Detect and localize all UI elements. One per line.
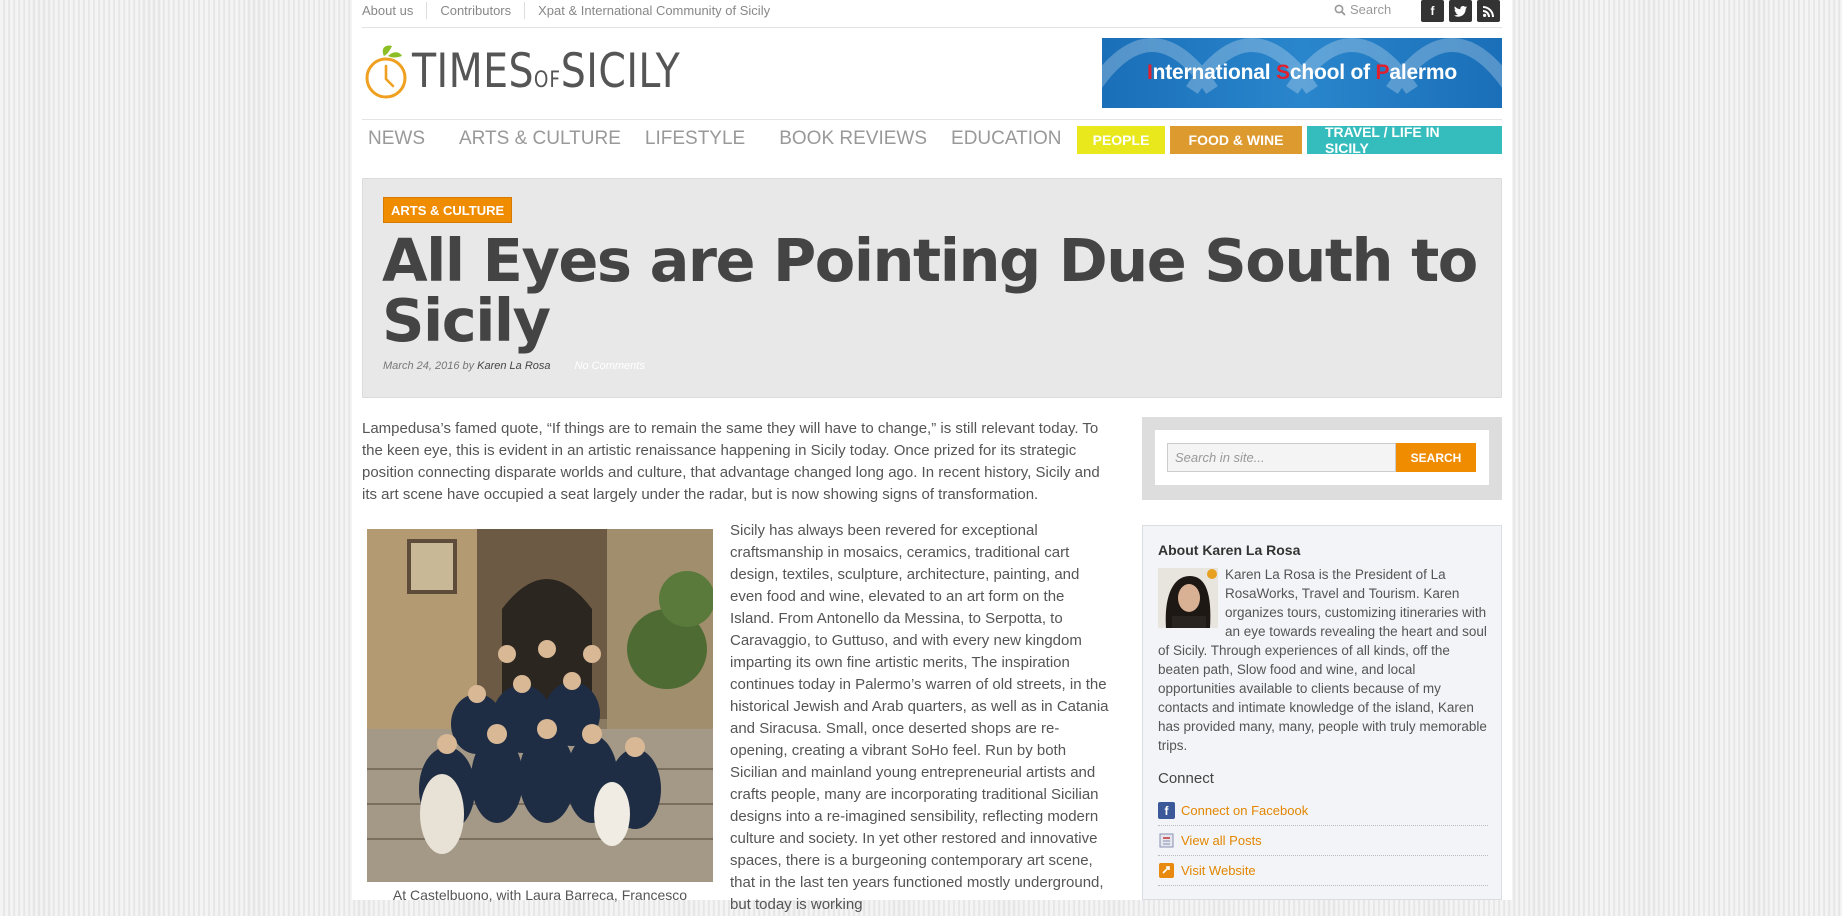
nav-people-button[interactable]: PEOPLE (1077, 126, 1165, 154)
logo-of: OF (533, 67, 561, 93)
view-all-posts-link[interactable] (1158, 826, 1488, 856)
twitter-icon[interactable] (1449, 0, 1472, 22)
page-container (352, 0, 1512, 913)
article-content (362, 418, 1112, 913)
article-header (362, 178, 1502, 398)
article-body: Sicily has always been revered for exceptional craftsmanship in mosaics, ceramics, traditional cart design, textiles, sculpture, architecture, painting, and even food and wine, elevated to an art form on the Island. From Antonello da Messina, to Serpotta, to Caravaggio, to Guttuso, and with every new kingdom imparting its own fine artistic merits, The inspiration continues today in Palermo’s warren of old streets, in the historical Jewish and Arab quarters, as well as in Catania and Siracusa. Small, once deserted shops are re-opening, creating a vibrant SoHo feel. Run by both Sicilian and mainland young entrepreneurial artists and crafts people, many are incorporating traditional Sicilian designs into a re-imagined sensibility, reflecting modern culture and society. In yet other restored and innovative spaces, there is a burgeoning contemporary art scene, that in the last ten years functioned mostly underground, but today is working (730, 522, 1109, 913)
nav-arts-culture[interactable]: ARTS & CULTURE (459, 128, 621, 149)
nav-lifestyle[interactable]: LIFESTYLE (644, 128, 746, 149)
rss-icon[interactable] (1477, 0, 1500, 22)
top-link-contributors[interactable]: Contributors (440, 2, 525, 19)
top-search[interactable] (1334, 2, 1391, 17)
ad-banner-international-school[interactable] (1102, 38, 1502, 108)
connect-title: Connect (1158, 770, 1214, 787)
site-search-input[interactable]: Search in site... (1167, 443, 1396, 472)
search-icon (1334, 4, 1346, 16)
sidebar-search (1142, 417, 1502, 500)
figure-caption: At Castelbuono, with Laura Barreca, Francesco (392, 887, 688, 903)
top-links (362, 2, 796, 19)
article-author[interactable]: Karen La Rosa (477, 360, 551, 372)
social-links (1421, 0, 1500, 22)
visit-website-label: Visit Website (1181, 863, 1256, 878)
logo-sicily: SICILY (560, 43, 681, 99)
view-all-posts-label: View all Posts (1181, 833, 1262, 848)
article-figure (367, 529, 713, 906)
top-link-about[interactable]: About us (362, 2, 427, 19)
connect-links (1158, 796, 1488, 886)
facebook-icon: f (1158, 802, 1175, 819)
logo-times: TIMES (412, 43, 534, 99)
nav-news[interactable]: NEWS (368, 128, 425, 149)
author-bio-text: Karen La Rosa is the President of La RosaWorks, Travel and Tourism. Karen organizes tours, customizing itineraries with an eye towards revealing the heart and soul of Sicily. Through experiences of all kinds, off the beaten path, Slow food and wine, and local opportunities available to clients because of my contacts and intimate knowledge of the island, Karen has provided many, many, people with truly memorable trips. (1158, 567, 1487, 753)
article-title: All Eyes are Pointing Due South to Sicily (382, 226, 1477, 355)
logo-text (412, 44, 680, 99)
banner-text: International School of Palermo (1146, 61, 1458, 84)
nav-buttons (1077, 126, 1502, 154)
author-box-title: About Karen La Rosa (1158, 542, 1301, 558)
posts-icon (1158, 832, 1175, 849)
facebook-icon[interactable]: f (1421, 0, 1444, 22)
sidebar-search-inner (1155, 430, 1489, 485)
nav-book-reviews[interactable]: BOOK REVIEWS (779, 128, 928, 149)
top-search-label: Search (1350, 2, 1392, 17)
main-nav (362, 119, 1502, 155)
nav-education[interactable]: EDUCATION (951, 128, 1062, 149)
connect-facebook-label: Connect on Facebook (1181, 803, 1309, 818)
article-by: by (462, 360, 475, 372)
author-box (1142, 525, 1502, 900)
article-intro: Lampedusa’s famed quote, “If things are to remain the same they will have to change,” is still relevant today. To the keen eye, this is evident in an artistic renaissance happening in Sicily today. Once prized for its strategic position connecting disparate worlds and culture, that advantage changed long ago. In recent history, Sicily and its art scene have occupied a seat largely under the radar, but is now showing signs of transformation. (362, 420, 1100, 503)
article-meta (383, 360, 645, 372)
article-comments[interactable]: No Comments (574, 360, 645, 372)
top-link-xpat[interactable]: Xpat & International Community of Sicily (538, 3, 771, 18)
article-date: March 24, 2016 (383, 360, 460, 372)
orange-clock-icon (362, 42, 412, 100)
nav-travel-button[interactable]: TRAVEL / LIFE IN SICILY (1307, 126, 1502, 154)
site-logo[interactable] (362, 42, 731, 100)
top-bar (362, 0, 1502, 28)
nav-items (368, 128, 1086, 150)
group-photo[interactable] (367, 529, 713, 882)
author-bio (1158, 565, 1493, 755)
website-icon (1158, 862, 1175, 879)
connect-facebook-link[interactable] (1158, 796, 1488, 826)
site-header (362, 28, 1502, 118)
visit-website-link[interactable] (1158, 856, 1488, 886)
category-badge[interactable]: ARTS & CULTURE (383, 197, 512, 223)
nav-food-wine-button[interactable]: FOOD & WINE (1170, 126, 1302, 154)
site-search-button[interactable]: SEARCH (1396, 443, 1476, 472)
